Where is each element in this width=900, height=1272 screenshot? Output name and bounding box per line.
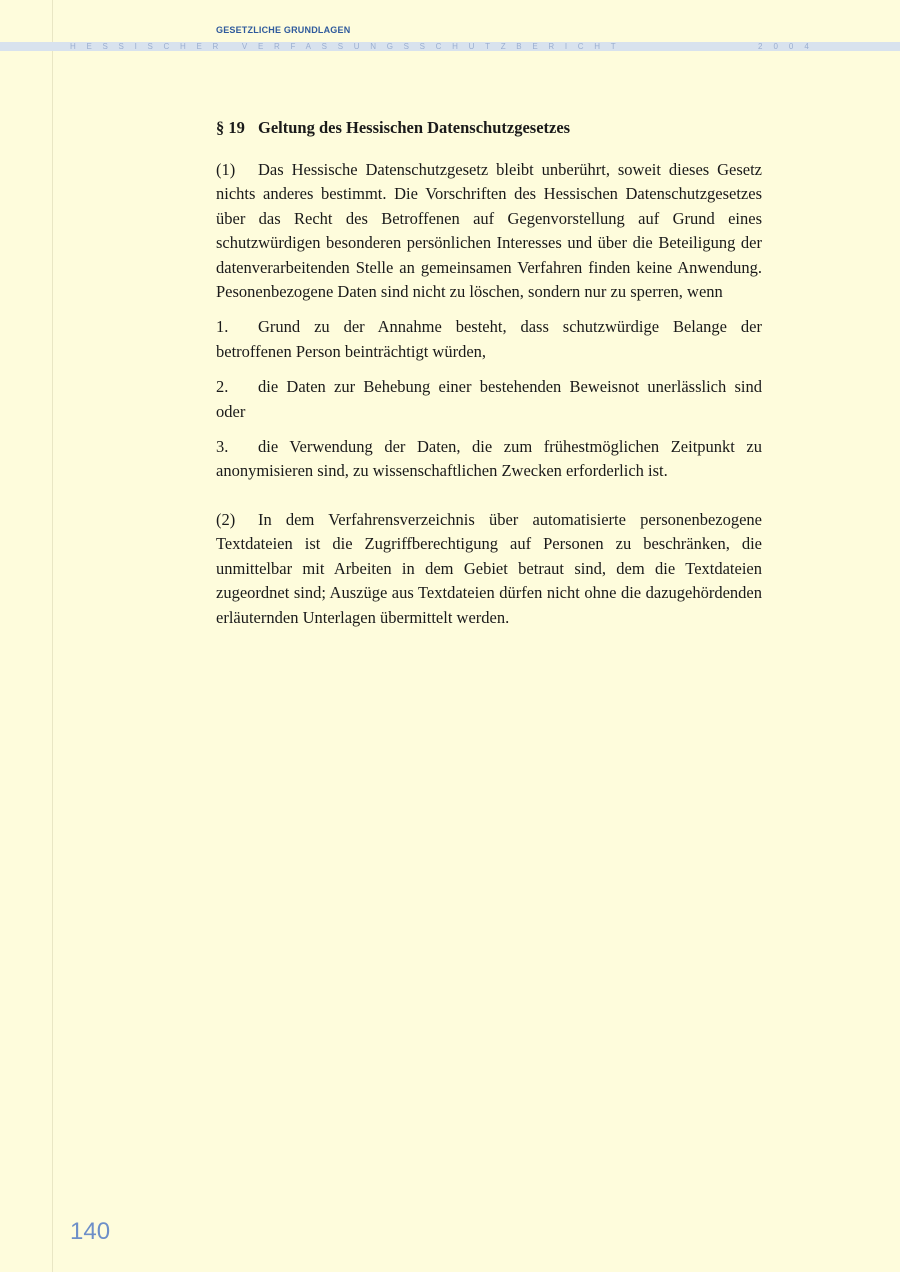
page-number: 140 [70, 1218, 111, 1245]
list-item-number: 2. [216, 377, 229, 397]
paragraph-text: Das Hessische Datenschutzgesetz bleibt unberührt, soweit dieses Gesetz nichts anderes bestimmt. Die Vorschriften des Hessischen Datenschutzgesetzes über das Recht des Betroffenen auf Gegenvorstellung auf Grund eines schutzwürdigen besonderen persönlichen Interesses und über die Beteiligung der datenverarbeitenden Stelle an gemeinsamen Verfahren finden keine Anwendung. Pesonenbezogene Daten sind nicht zu löschen, sondern nur zu sperren, wenn [216, 160, 762, 302]
list-item-number: 1. [216, 317, 229, 337]
list-item-text: die Verwendung der Daten, die zum frühestmöglichen Zeitpunkt zu anonymisieren sind, zu wissenschaftlichen Zwecken erforderlich ist. [216, 437, 762, 481]
paragraph-number: (2) [216, 509, 236, 529]
section-title: Geltung des Hessischen Datenschutzgesetzes [258, 118, 571, 137]
paragraph-1 [216, 158, 762, 304]
list-item-text: Grund zu der Annahme besteht, dass schutzwürdige Belange der betroffenen Person beinträchtigt würden, [216, 317, 762, 361]
list-item-3 [216, 435, 762, 484]
section-heading [216, 116, 762, 140]
section-number: § 19 [216, 118, 245, 137]
running-header-title: HESSISCHER VERFASSUNGSSCHUTZBERICHT [70, 42, 627, 51]
document-body [216, 116, 762, 641]
paragraph-number: (1) [216, 160, 236, 179]
list-item-text: die Daten zur Behebung einer bestehenden Beweisnot unerlässlich sind oder [216, 377, 762, 421]
list-item-2 [216, 375, 762, 424]
list-item-number: 3. [216, 437, 229, 457]
section-label: GESETZLICHE GRUNDLAGEN [216, 25, 351, 35]
paragraph-text: In dem Verfahrensverzeichnis über automatisierte personenbezogene Textdateien ist die Zugriffberechtigung auf Personen zu beschränken, die unmittelbar mit Arbeiten in dem Gebiet betraut sind, dem die Textdateien zugeordnet sind; Auszüge aus Textdateien dürfen nicht ohne die dazugehördenden erläuternden Unterlagen übermittelt werden. [216, 509, 762, 627]
running-header-year: 2004 [758, 42, 820, 51]
paragraph-2 [216, 508, 762, 630]
list-item-1 [216, 315, 762, 364]
margin-rule [52, 0, 53, 1272]
